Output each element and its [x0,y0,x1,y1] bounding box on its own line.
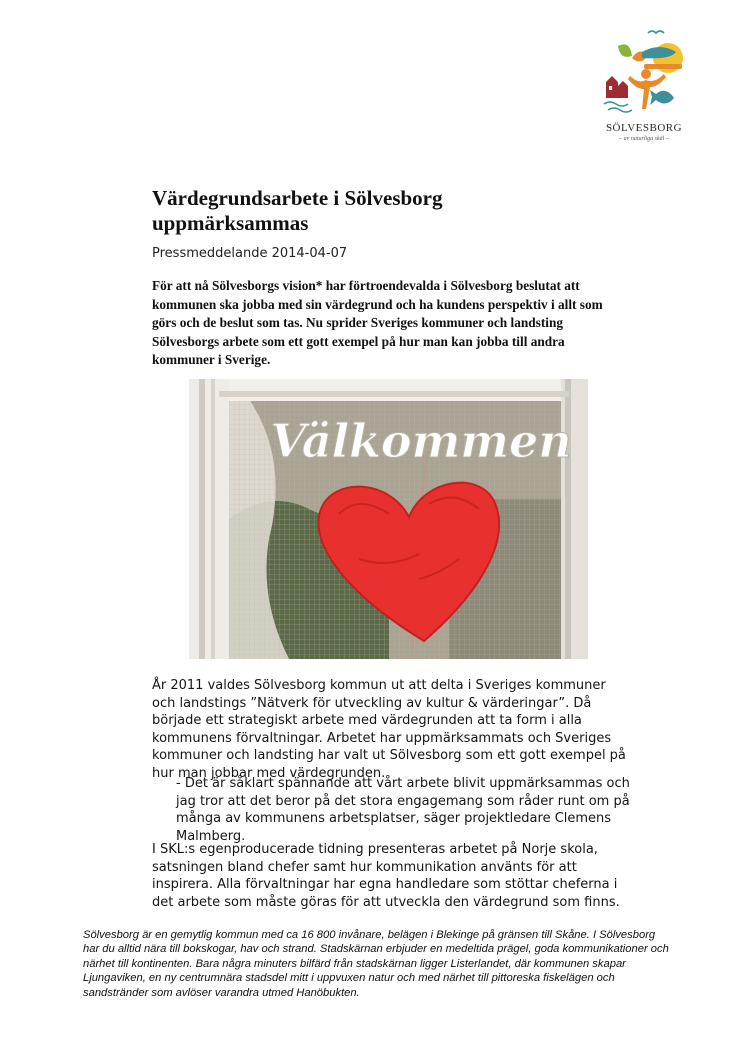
logo-tagline: – av naturliga skäl – [619,136,669,142]
logo-name: SÖLVESBORG [605,122,683,134]
solvesborg-logo [598,24,690,152]
body-paragraph-3: I SKL:s egenproducerade tidning presenteras arbetet på Norje skola, satsningen bland chefer samt hur kommunikation använts för att inspirera. Alla förvaltningar har egna handledare som stöttar cheferna i det arbete som måste göras för att utveckla den värdegrund som finns. [152,842,620,910]
body-paragraph-1: År 2011 valdes Sölvesborg kommun ut att delta i Sveriges kommuner och landstings ”Nätverk för utveckling av kultur & värderingar”. Då började ett strategiskt arbete med värdegrunden att ta form i alla kommunens förvaltningar. Arbetet har uppmärksammats och Sveriges kommuner och landsting har valt ut Sölvesborg som ett gott exempel på hur man jobbar med värdegrunden. [152,678,626,781]
press-release-date: Pressmeddelande 2014-04-07 [152,246,348,261]
logo-emblem-icon [598,24,690,120]
lead-paragraph: För att nå Sölvesborgs vision* har förtroendevalda i Sölvesborg beslutat att kommunen ska jobba med sin värdegrund och ha kundens perspektiv i allt som görs och de beslut som tas. Nu sprider Sveriges kommuner och landsting Sölvesborgs arbete som ett gott exempel på hur man kan jobba till andra kommuner i Sverige. [152,278,603,367]
page-title [152,186,592,236]
title-line-1: Värdegrundsarbete i Sölvesborg [152,186,443,210]
welcome-sign-text: Välkommen [270,414,572,468]
title-line-2: uppmärksammas [152,211,309,235]
welcome-heart-photo [189,379,588,659]
municipality-footer: Sölvesborg är en gemytlig kommun med ca 16 800 invånare, belägen i Blekinge på gränsen till Skåne. I Sölvesborg har du alltid nära till bokskogar, hav och strand. Stadskärnan erbjuder en medeltida prägel, goda kommunikationer och närhet till kontinenten. Bara några minuters bilfärd från stadskärnan ligger Listerlandet, där kommunen skapar Ljungaviken, en ny centrumnära stadsdel mitt i uppvuxen natur och med närhet till pittoreska fiskelägen och sandstränder som avlöser varandra utmed Hanöbukten. [83,929,669,999]
quote-paragraph: - Det är såklart spännande att vårt arbete blivit uppmärksammas och jag tror att det beror på det stora engagemang som råder runt om på många av kommunens arbetsplatser, säger projektledare Clemens Malmberg. [176,776,630,844]
